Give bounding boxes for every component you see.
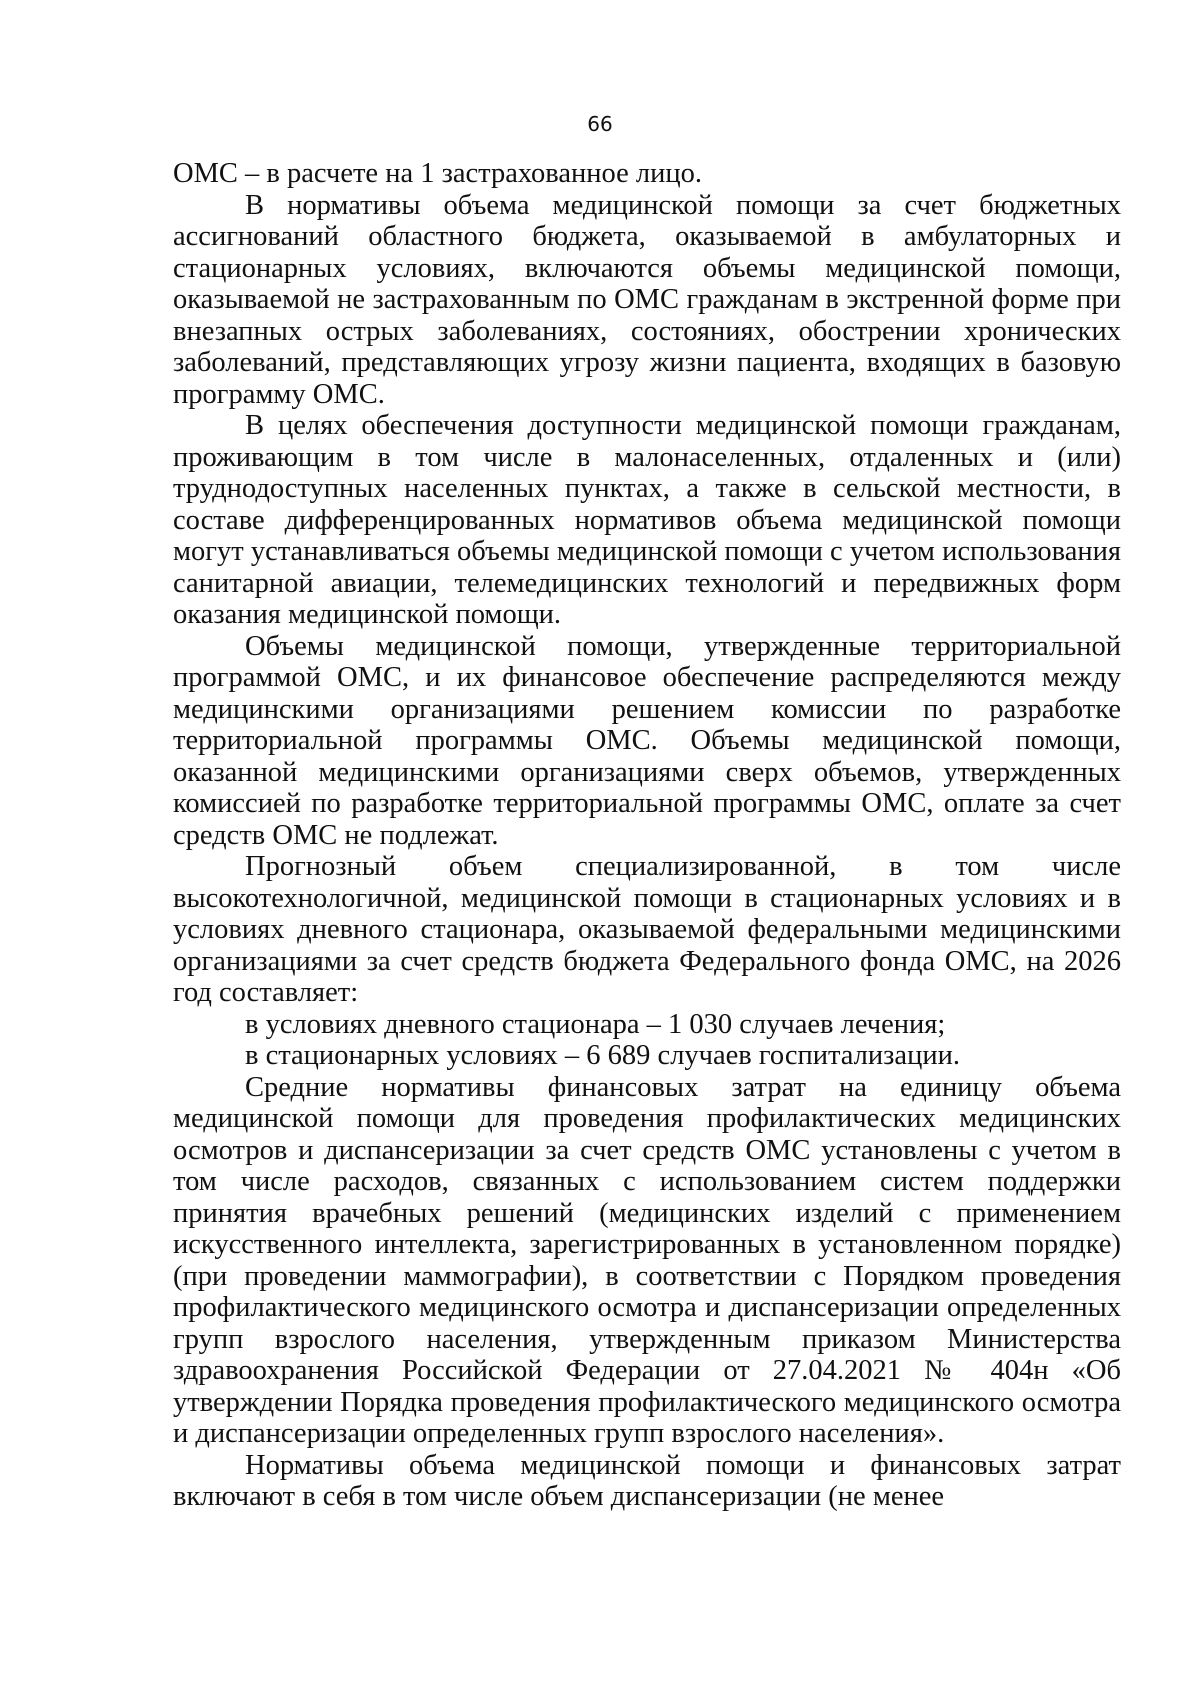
paragraph-2: В нормативы объема медицинской помощи за счет бюджетных ассигнований областного бюджета, оказываемой в амбулаторных и стационарных условиях, включаются объемы медицинской помощи, оказываемой не застрахованным по ОМС гражданам в экстренной форме при внезапных острых заболеваниях, состояниях, обострении хронических заболеваний, представляющих угрозу жизни пациента, входящих в базовую программу ОМС. xyxy=(173,189,1121,410)
document-body xyxy=(173,158,1121,1513)
paragraph-3: В целях обеспечения доступности медицинской помощи гражданам, проживающим в том числе в малонаселенных, отдаленных и (или) труднодоступных населенных пунктах, а также в сельской местности, в составе дифференцированных нормативов объема медицинской помощи могут устанавливаться объемы медицинской помощи с учетом использования санитарной авиации, телемедицинских технологий и передвижных форм оказания медицинской помощи. xyxy=(173,410,1121,630)
paragraph-4: Объемы медицинской помощи, утвержденные территориальной программой ОМС, и их финансовое обеспечение распределяются между медицинскими организациями решением комиссии по разработке территориальной программы ОМС. Объемы медицинской помощи, оказанной медицинскими организациями сверх объемов, утвержденных комиссией по разработке территориальной программы ОМС, оплате за счет средств ОМС не подлежат. xyxy=(173,630,1121,851)
paragraph-9: Нормативы объема медицинской помощи и финансовых затрат включают в себя в том числе объем диспансеризации (не менее xyxy=(173,1449,1121,1512)
paragraph-5: Прогнозный объем специализированной, в том числе высокотехнологичной, медицинской помощи в стационарных условиях и в условиях дневного стационара, оказываемой федеральными медицинскими организациями за счет средств бюджета Федерального фонда ОМС, на 2026 год составляет: xyxy=(173,851,1121,1008)
paragraph-6: в условиях дневного стационара – 1 030 случаев лечения; xyxy=(245,1008,946,1040)
paragraph-1: ОМС – в расчете на 1 застрахованное лицо. xyxy=(173,158,702,189)
paragraph-7: в стационарных условиях – 6 689 случаев госпитализации. xyxy=(245,1040,960,1071)
paragraph-8: Средние нормативы финансовых затрат на единицу объема медицинской помощи для проведения профилактических медицинских осмотров и диспансеризации за счет средств ОМС установлены с учетом в том числе расходов, связанных с использованием систем поддержки принятия врачебных решений (медицинских изделий с применением искусственного интеллекта, зарегистрированных в установленном порядке) (при проведении маммографии), в соответствии с Порядком проведения профилактического медицинского осмотра и диспансеризации определенных групп взрослого населения, утвержденным приказом Министерства здравоохранения Российской Федерации от 27.04.2021 № 404н «Об утверждении Порядка проведения профилактического медицинского осмотра и диспансеризации определенных групп взрослого населения». xyxy=(173,1071,1121,1449)
page-number: 66 xyxy=(587,112,613,136)
